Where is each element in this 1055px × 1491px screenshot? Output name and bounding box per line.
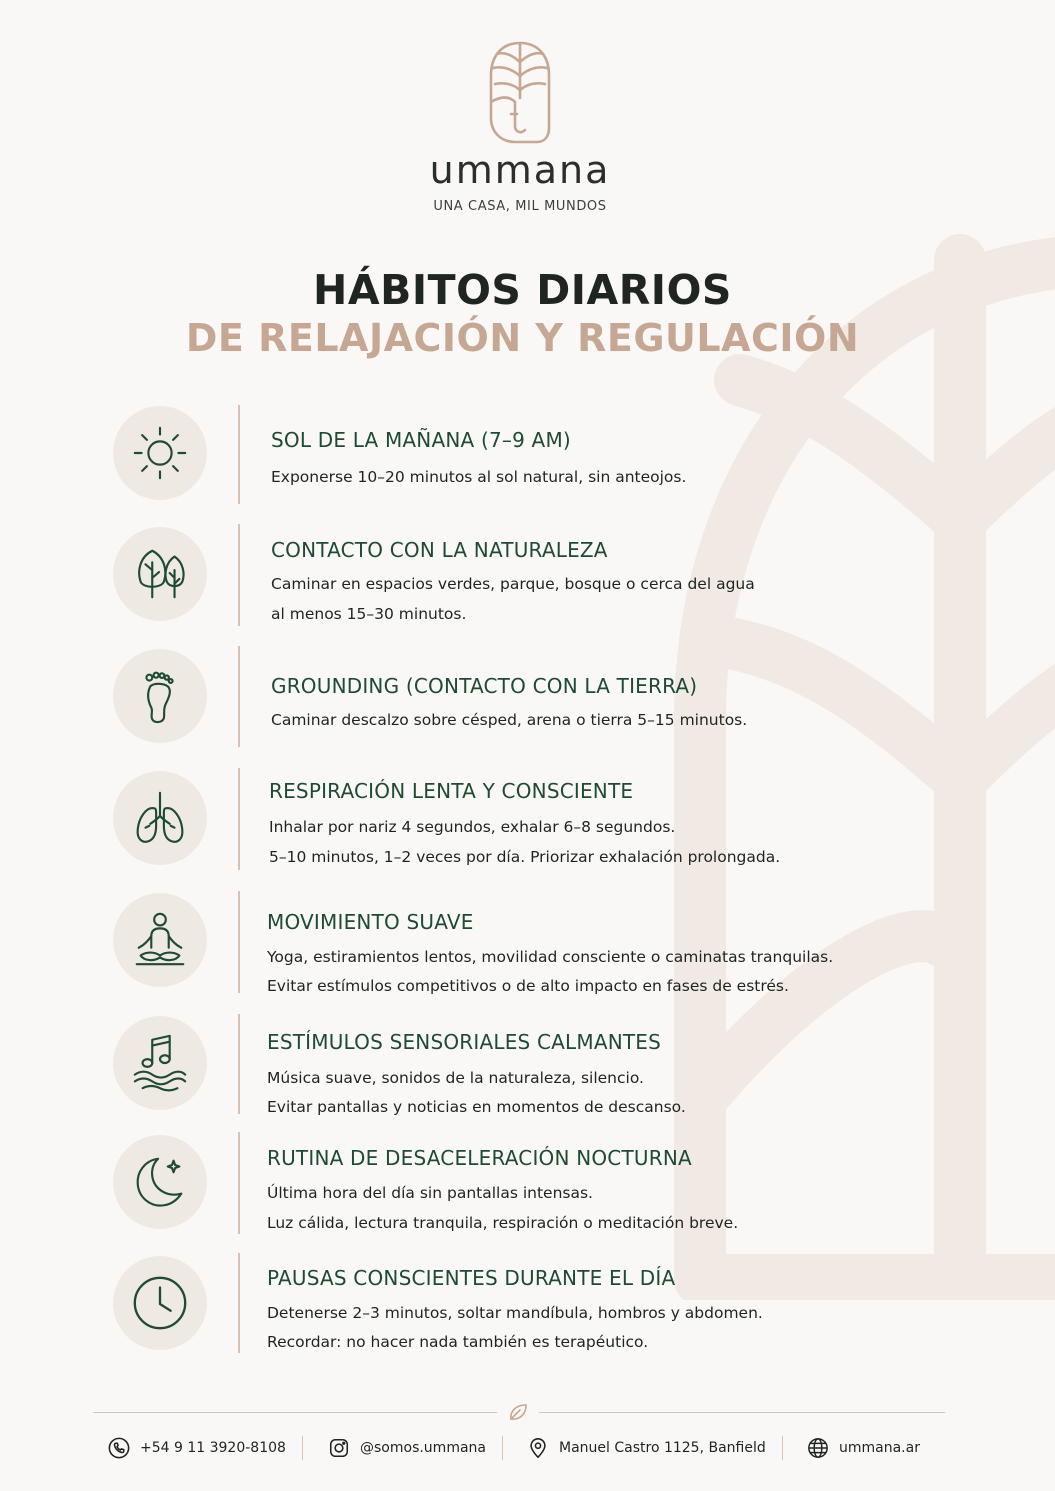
habit-description: Luz cálida, lectura tranquila, respiración o meditación breve. xyxy=(267,1214,739,1232)
footer-separator xyxy=(502,1436,503,1460)
divider-line xyxy=(238,1014,240,1114)
habit-title: GROUNDING (CONTACTO CON LA TIERRA) xyxy=(271,674,698,698)
footer-address[interactable] xyxy=(527,1434,766,1462)
page-subtitle: DE RELAJACIÓN Y REGULACIÓN xyxy=(185,316,860,360)
footer-phone[interactable] xyxy=(108,1434,286,1462)
divider-line xyxy=(238,768,240,870)
meditation-icon xyxy=(113,893,207,987)
globe-icon xyxy=(807,1437,829,1459)
divider-line xyxy=(238,1253,240,1353)
phone-number: +54 9 11 3920-8108 xyxy=(140,1440,286,1456)
location-pin-icon xyxy=(527,1437,549,1459)
footer-divider xyxy=(539,1412,945,1413)
music-waves-icon xyxy=(113,1016,207,1110)
divider-line xyxy=(238,1132,240,1234)
divider-line xyxy=(238,891,240,993)
footer-website[interactable] xyxy=(807,1434,920,1462)
habit-title: ESTÍMULOS SENSORIALES CALMANTES xyxy=(267,1030,662,1054)
clock-icon xyxy=(113,1256,207,1350)
lungs-icon xyxy=(113,771,207,865)
habit-description: al menos 15–30 minutos. xyxy=(271,605,467,623)
background-leaf-watermark xyxy=(640,220,1055,1300)
habit-title: CONTACTO CON LA NATURALEZA xyxy=(271,538,608,562)
website-link: ummana.ar xyxy=(839,1440,920,1456)
phone-icon xyxy=(108,1437,130,1459)
page-title: HÁBITOS DIARIOS xyxy=(313,266,732,314)
habit-title: MOVIMIENTO SUAVE xyxy=(267,910,474,934)
divider-line xyxy=(238,524,240,626)
habit-title: RUTINA DE DESACELERACIÓN NOCTURNA xyxy=(267,1146,692,1170)
habit-description: Inhalar por nariz 4 segundos, exhalar 6–8 segundos. xyxy=(269,818,676,836)
habit-description: Recordar: no hacer nada también es terapéutico. xyxy=(267,1333,649,1351)
habit-description: Yoga, estiramientos lentos, movilidad consciente o caminatas tranquilas. xyxy=(267,948,834,966)
habit-description: Exponerse 10–20 minutos al sol natural, sin anteojos. xyxy=(271,468,687,486)
habit-description: 5–10 minutos, 1–2 veces por día. Priorizar exhalación prolongada. xyxy=(269,848,781,866)
leaf-icon xyxy=(507,1401,529,1423)
habit-title: PAUSAS CONSCIENTES DURANTE EL DÍA xyxy=(267,1266,676,1290)
habit-description: Detenerse 2–3 minutos, soltar mandíbula, hombros y abdomen. xyxy=(267,1304,763,1322)
habit-description: Caminar en espacios verdes, parque, bosque o cerca del agua xyxy=(271,575,755,593)
footprint-icon xyxy=(113,649,207,743)
habit-description: Caminar descalzo sobre césped, arena o tierra 5–15 minutos. xyxy=(271,711,748,729)
brand-name: ummana xyxy=(429,148,611,192)
instagram-handle: @somos.ummana xyxy=(360,1440,486,1456)
instagram-icon xyxy=(328,1437,350,1459)
habit-title: SOL DE LA MAÑANA (7–9 AM) xyxy=(271,428,571,452)
habit-description: Última hora del día sin pantallas intensas. xyxy=(267,1184,593,1202)
habit-description: Música suave, sonidos de la naturaleza, silencio. xyxy=(267,1069,644,1087)
footer-separator xyxy=(782,1436,783,1460)
moon-star-icon xyxy=(113,1135,207,1229)
divider-line xyxy=(238,405,240,504)
brand-tagline: UNA CASA, MIL MUNDOS xyxy=(433,199,607,214)
address-text: Manuel Castro 1125, Banfield xyxy=(559,1440,766,1456)
divider-line xyxy=(238,646,240,747)
trees-icon xyxy=(113,527,207,621)
footer-separator xyxy=(302,1436,303,1460)
habit-title: RESPIRACIÓN LENTA Y CONSCIENTE xyxy=(269,779,634,803)
habit-description: Evitar estímulos competitivos o de alto impacto en fases de estrés. xyxy=(267,977,789,995)
footer-divider xyxy=(93,1412,497,1413)
footer-instagram[interactable] xyxy=(328,1434,486,1462)
habit-description: Evitar pantallas y noticias en momentos de descanso. xyxy=(267,1098,686,1116)
sun-icon xyxy=(113,406,207,500)
